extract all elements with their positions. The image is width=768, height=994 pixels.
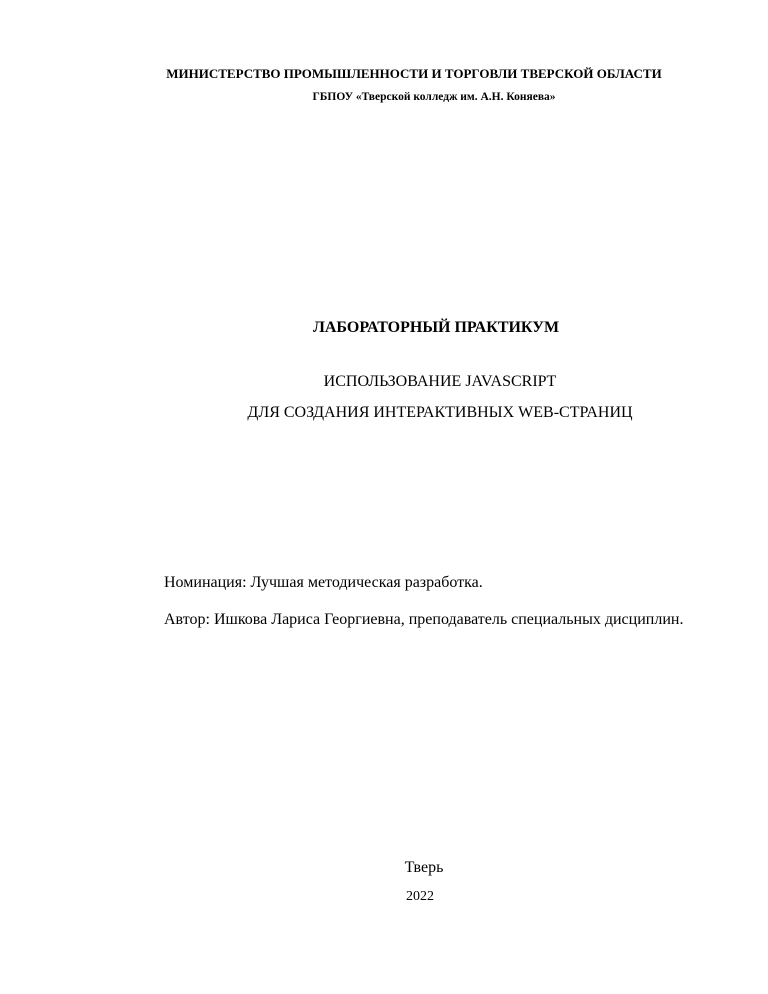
city-text: Тверь	[404, 859, 444, 876]
college-heading: ГБПОУ «Тверской колледж им. А.Н. Коняева»	[312, 91, 556, 103]
author-text: Автор: Ишкова Лариса Георгиевна, преподаватель специальных дисциплин.	[164, 611, 684, 628]
document-title: ЛАБОРАТОРНЫЙ ПРАКТИКУМ	[312, 319, 560, 336]
document-subtitle-line2: ДЛЯ СОЗДАНИЯ ИНТЕРАКТИВНЫХ WEB-СТРАНИЦ	[247, 404, 633, 421]
document-subtitle-line1: ИСПОЛЬЗОВАНИЕ JAVASCRIPT	[323, 373, 557, 390]
year-text: 2022	[406, 889, 434, 904]
ministry-heading: МИНИСТЕРСТВО ПРОМЫШЛЕННОСТИ И ТОРГОВЛИ ТВЕРСКОЙ ОБЛАСТИ	[166, 66, 662, 81]
nomination-text: Номинация: Лучшая методическая разработка.	[164, 574, 483, 591]
